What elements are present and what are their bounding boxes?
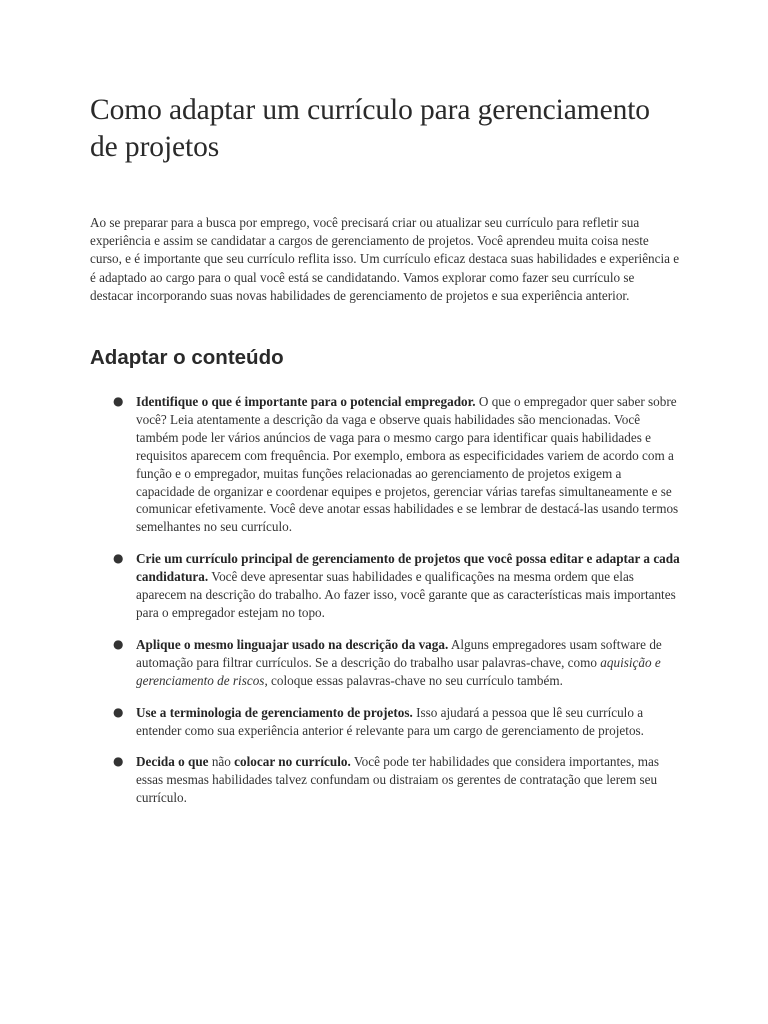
item-text-after: Você pode ter habilidades que considera importantes, mas essas mesmas habilidades talvez confundam ou distraiam os gerentes de contratação que lerem seu currículo. xyxy=(136,754,659,806)
section-heading: Adaptar o conteúdo xyxy=(90,346,284,370)
tips-list xyxy=(90,393,680,807)
bullet-icon: ● xyxy=(113,636,124,651)
list-item xyxy=(90,704,680,740)
bullet-icon: ● xyxy=(113,754,124,769)
item-lead: Crie um currículo principal de gerenciamento de projetos que você possa editar e adaptar a cada candidatura. xyxy=(136,551,680,585)
item-text: não xyxy=(208,754,235,770)
item-lead: Use a terminologia de gerenciamento de projetos. xyxy=(136,704,413,720)
item-lead: Aplique o mesmo linguajar usado na descrição da vaga. xyxy=(136,636,449,652)
item-text: Você deve apresentar suas habilidades e qualificações na mesma ordem que elas aparecem na descrição do trabalho. Ao fazer isso, você garante que as características mais importantes para o empregador estejam no topo. xyxy=(136,569,676,620)
intro-paragraph: Ao se preparar para a busca por emprego, você precisará criar ou atualizar seu currículo para refletir sua experiência e assim se candidatar a cargos de gerenciamento de projetos. Você aprendeu muita coisa neste curso, e é importante que seu currículo reflita isso. Um currículo eficaz destaca suas habilidades e experiência e é adaptado ao cargo para o qual você está se candidatando. Vamos explorar como fazer seu currículo se destacar incorporando suas novas habilidades de gerenciamento de projetos e sua experiência anterior. xyxy=(90,215,680,303)
item-text: O que o empregador quer saber sobre você? Leia atentamente a descrição da vaga e observe quais habilidades são mencionadas. Você também pode ler vários anúncios de vaga para o mesmo cargo para identificar quais habilidades e requisitos aparecem com frequência. Por exemplo, embora as especificidades variem de acordo com a função e o empregador, muitas funções relacionadas ao gerenciamento de projetos exigem a capacidade de organizar e coordenar equipes e projetos, gerenciar várias tarefas simultaneamente e se comunicar efetivamente. Você deve anotar essas habilidades e se lembrar de destacá-las usando termos semelhantes no seu currículo. xyxy=(136,394,679,535)
list-item xyxy=(90,636,680,690)
item-text: Isso ajudará a pessoa que lê seu currículo a entender como sua experiência anterior é relevante para um cargo de gerenciamento de projetos. xyxy=(136,704,644,738)
item-text-after: , coloque essas palavras-chave no seu currículo também. xyxy=(264,672,563,688)
list-item xyxy=(90,550,680,622)
page-title: Como adaptar um currículo para gerenciamento de projetos xyxy=(90,94,650,163)
list-item xyxy=(90,393,680,536)
bullet-icon: ● xyxy=(113,704,124,719)
item-text: Alguns empregadores usam software de automação para filtrar currículos. Se a descrição do trabalho usar palavras-chave, como xyxy=(136,636,662,670)
list-item xyxy=(90,753,680,807)
item-lead: Identifique o que é importante para o potencial empregador. xyxy=(136,394,476,410)
bullet-icon: ● xyxy=(113,394,124,409)
item-lead: Decida o que xyxy=(136,754,209,770)
item-keywords: aquisição e gerenciamento de riscos xyxy=(136,654,661,688)
bullet-icon: ● xyxy=(113,551,124,566)
item-lead-cont: colocar no currículo. xyxy=(234,754,351,770)
